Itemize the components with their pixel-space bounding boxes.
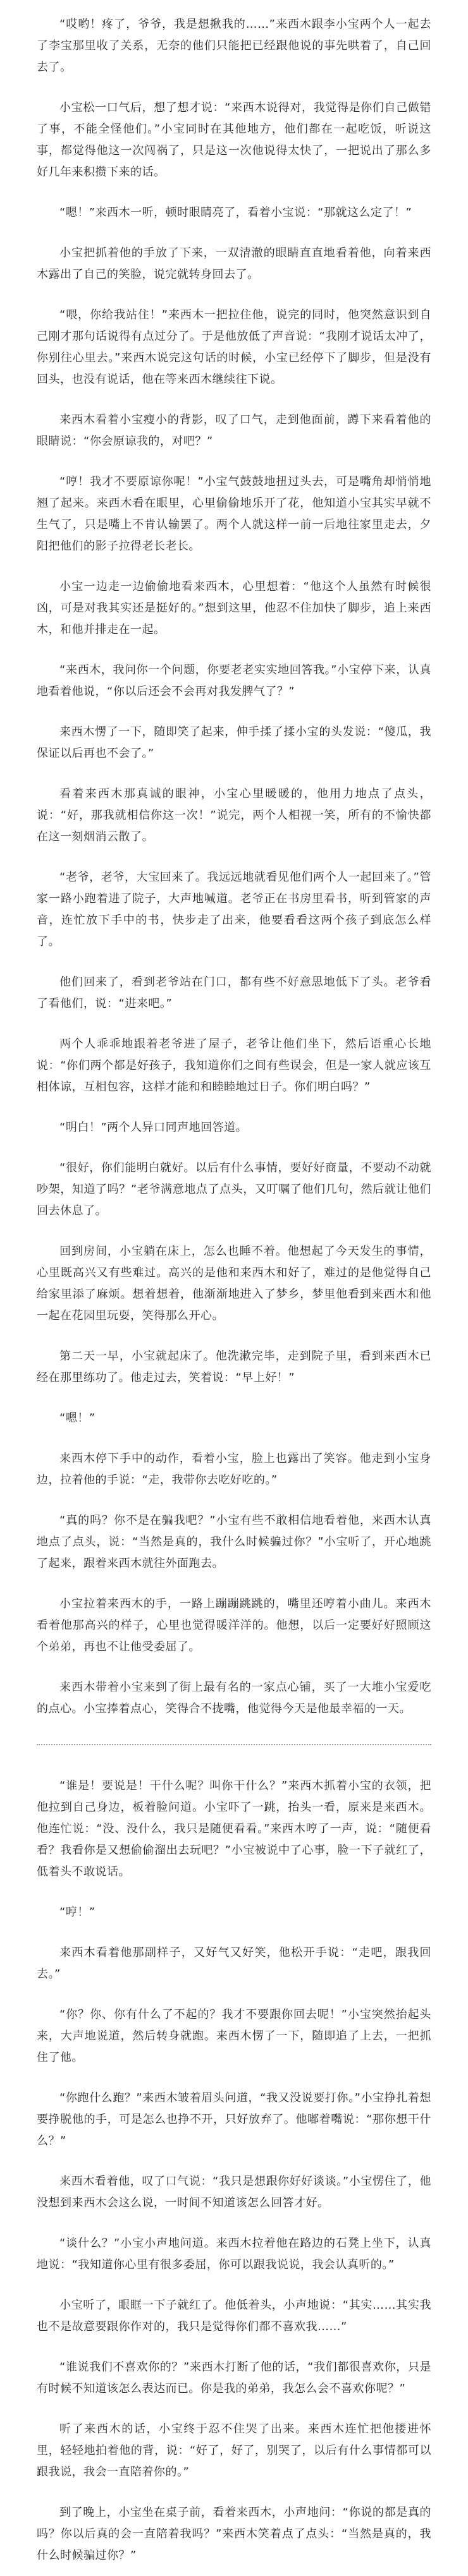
paragraph: 到了晚上，小宝坐在桌子前，看着来西木，小声地问：“你说的都是真的吗？你以后真的会一直陪着我吗？”来西木笑着点了点头：“当然是真的，我什么时候骗过你？” [37, 2506, 431, 2562]
article-section-2 [37, 1775, 431, 2567]
paragraph: “喂，你给我站住！”来西木一把拉住他，说完的同时，他突然意识到自己刚才那句话说得有点过分了。于是他放低了声音说：“我刚才说话太冲了，你别往心里去。”来西木说完这句话的时候，小宝已经停下了脚步，但是没有回头，也没有说话，他在等来西木继续往下说。 [37, 308, 431, 386]
paragraph: 听了来西木的话，小宝终于忍不住哭了出来。来西木连忙把他搂进怀里，轻轻地拍着他的背，说：“好了，好了，别哭了，以后有什么事情都可以跟我说，我会一直陪着你的。” [37, 2422, 431, 2479]
paragraph: 来西木看着小宝瘦小的背影，叹了口气，走到他面前，蹲下来看着他的眼睛说：“你会原谅我的，对吧？” [37, 413, 431, 448]
paragraph: 回到房间，小宝躺在床上，怎么也睡不着。他想起了今天发生的事情，心里既高兴又有些难过。高兴的是他和来西木和好了，难过的是他觉得自己给家里添了麻烦。想着想着，他渐渐地进入了梦乡，梦里他看到来西木和他一起在花园里玩耍，笑得那么开心。 [37, 1245, 431, 1322]
paragraph: “来西木，我问你一个问题，你要老老实实地回答我。”小宝停下来，认真地看着他说，“你以后还会不会再对我发脾气了？” [37, 663, 431, 698]
paragraph: 小宝松一口气后，想了想才说：“来西木说得对，我觉得是你们自己做错了事，不能全怪他们。”小宝同时在其他地方，他们都在一起吃饭，听说这事，都觉得他这一次闯祸了，只是这一次他说得太快了，一把说出了那么多好几年来积攒下来的话。 [37, 101, 431, 179]
paragraph: “老爷，老爷，大宝回来了。我远远地就看见他们两个人一起回来了。”管家一路小跑着进了院子，大声地喊道。老爷正在书房里看书，听到管家的声音，连忙放下手中的书，快步走了出来，他要看看这两个孩子到底怎么样了。 [37, 871, 431, 948]
paragraph: “谁是！要说是！干什么呢？叫你干什么？”来西木抓着小宝的衣领，把他拉到自己身边，板着脸问道。小宝吓了一跳，抬头一看，原来是来西木。他连忙说：“没、没什么，我只是随便看看。”来西木哼了一声，说：“随便看看？我看你是又想偷偷溜出去玩吧？”小宝被说中了心事，脸一下子就红了，低着头不敢说话。 [37, 1779, 431, 1878]
paragraph: 看着来西木那真诚的眼神，小宝心里暖暖的，他用力地点了点头，说：“好，那我就相信你这一次！”说完，两个人相视一笑，所有的不愉快都在这一刻烟消云散了。 [37, 787, 431, 844]
paragraph: 来西木看着他，叹了口气说：“我只是想跟你好好谈谈。”小宝愣住了，他没想到来西木会这么说，一时间不知道该怎么回答才好。 [37, 2175, 431, 2210]
paragraph: 来西木愣了一下，随即笑了起来，伸手揉了揉小宝的头发说：“傻瓜，我保证以后再也不会了。” [37, 725, 431, 760]
paragraph: 来西木停下手中的动作，看着小宝，脸上也露出了笑容。他走到小宝身边，拉着他的手说：“走，我带你去吃好吃的。” [37, 1452, 431, 1487]
paragraph: 小宝把抓着他的手放了下来，一双清澈的眼睛直直地看着他，向着来西木露出了自己的笑脸，说完就转身回去了。 [37, 246, 431, 281]
section-divider [37, 1744, 431, 1745]
paragraph: 来西木带着小宝来到了街上最有名的一家点心铺，买了一大堆小宝爱吃的点心。小宝捧着点心，笑得合不拢嘴，他觉得今天是他最幸福的一天。 [37, 1681, 431, 1715]
paragraph: “嗯！” [59, 1412, 95, 1425]
paragraph: 小宝一边走一边偷偷地看来西木，心里想着：“他这个人虽然有时候很凶，可是对我其实还是挺好的。”想到这里，他忍不住加快了脚步，追上来西木，和他并排走在一起。 [37, 580, 431, 636]
paragraph: “谁说我们不喜欢你的？”来西木打断了他的话，“我们都很喜欢你，只是有时候不知道该怎么表达而已。你是我的弟弟，我怎么会不喜欢你呢？” [37, 2361, 431, 2395]
article-section-1 [37, 14, 431, 1720]
paragraph: 第二天一早，小宝就起床了。他洗漱完毕，走到院子里，看到来西木已经在那里练功了。他走过去，笑着说：“早上好！” [37, 1350, 431, 1384]
paragraph: 小宝听了，眼眶一下子就红了。他低着头，小声地说：“其实……其实我也不是故意要跟你作对的，我只是觉得你们都不喜欢我……” [37, 2299, 431, 2333]
paragraph: “哼！我才不要原谅你呢！”小宝气鼓鼓地扭过头去，可是嘴角却悄悄地翘了起来。来西木看在眼里，心里偷偷地乐开了花，他知道小宝其实早就不生气了，只是嘴上不肯认输罢了。两个人就这样一前一后地往家里走去，夕阳把他们的影子拉得老长老长。 [37, 475, 431, 553]
paragraph: 小宝拉着来西木的手，一路上蹦蹦跳跳的，嘴里还哼着小曲儿。来西木看着他那高兴的样子，心里也觉得暖洋洋的。他想，以后一定要好好照顾这个弟弟，再也不让他受委屈了。 [37, 1597, 431, 1654]
paragraph: “很好，你们能明白就好。以后有什么事情，要好好商量，不要动不动就吵架，知道了吗？”老爷满意地点了点头，又叮嘱了他们几句，然后就让他们回去休息了。 [37, 1161, 431, 1218]
paragraph: “哼！” [59, 1906, 95, 1919]
paragraph: 两个人乖乖地跟着老爷进了屋子，老爷让他们坐下，然后语重心长地说：“你们两个都是好孩子，我知道你们之间有些误会，但是一家人就应该互相体谅，互相包容，这样才能和和睦睦地过日子。你们明白吗？” [37, 1037, 431, 1094]
paragraph: “真的吗？你不是在骗我吧？”小宝有些不敢相信地看着他，来西木认真地点了点头，说：“当然是真的，我什么时候骗过你？”小宝听了，开心地跳了起来，跟着来西木就往外面跑去。 [37, 1514, 431, 1570]
paragraph: 他们回来了，看到老爷站在门口，都有些不好意思地低下了头。老爷看了看他们，说：“进来吧。” [37, 976, 431, 1010]
paragraph: “你跑什么跑？”来西木皱着眉头问道，“我又没说要打你。”小宝挣扎着想要挣脱他的手，可是怎么也挣不开，只好放弃了。他嘟着嘴说：“那你想干什么？” [37, 2091, 431, 2148]
paragraph: “嗯！”来西木一听，顿时眼睛亮了，看着小宝说：“那就这么定了！” [59, 206, 412, 219]
paragraph: “谈什么？”小宝小声地问道。来西木拉着他在路边的石凳上坐下，认真地说：“我知道你心里有很多委屈，你可以跟我说说，我会认真听的。” [37, 2237, 431, 2271]
paragraph: “你？你、你有什么了不起的？我才不要跟你回去呢！”小宝突然抬起头来，大声地说道，然后转身就跑。来西木愣了一下，随即追了上去，一把抓住了他。 [37, 2008, 431, 2064]
paragraph: 来西木看着他那副样子，又好气又好笑，他松开手说：“走吧，跟我回去。” [37, 1946, 431, 1981]
paragraph: “哎哟！疼了，爷爷，我是想揪我的……”来西木跟李小宝两个人一起去了李宝那里收了关系，无奈的他们只能把已经跟他说的事先哄着了，自己回去了。 [37, 18, 431, 74]
paragraph: “明白！”两个人异口同声地回答道。 [59, 1121, 248, 1134]
